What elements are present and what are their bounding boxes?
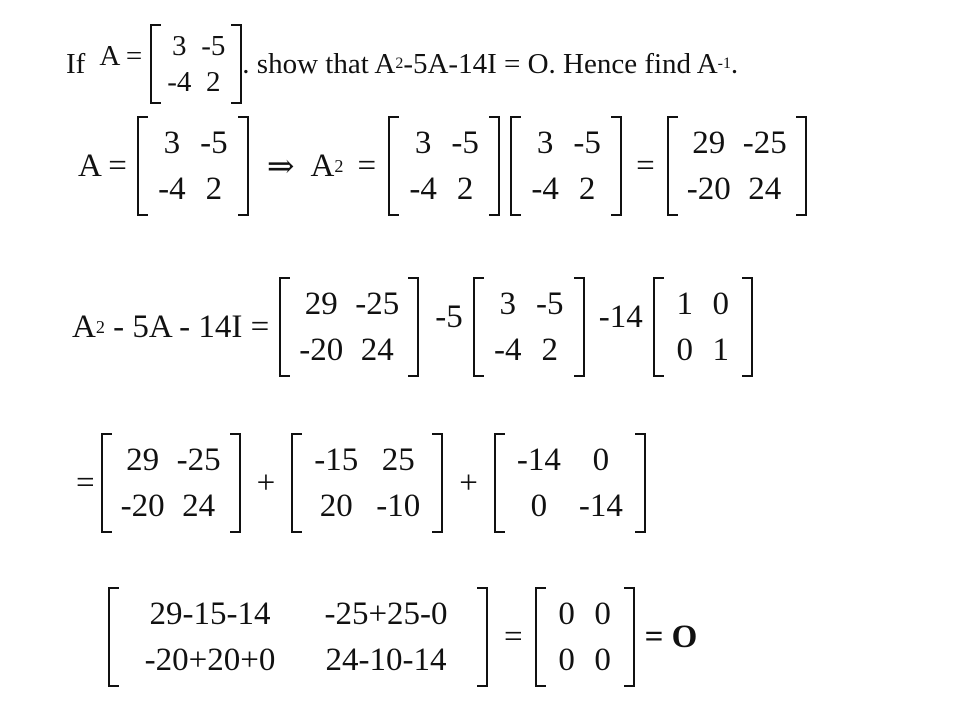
matrix-cell: -5: [200, 125, 228, 161]
step1-a-eq: A =: [78, 147, 127, 184]
matrix-cell: 3: [172, 30, 187, 62]
matrix-cell: -20: [299, 332, 344, 368]
matrix-cell: 3: [536, 125, 554, 161]
matrix-cell: 0: [676, 332, 694, 368]
matrix-left-bracket: [101, 433, 112, 533]
step4-eq-o: = O: [644, 618, 698, 655]
matrix-cell: -20: [686, 171, 731, 207]
matrix-cell: 24-10-14: [325, 642, 447, 678]
question-show-text: . show that A: [242, 47, 396, 80]
matrix-cell: -25: [176, 442, 221, 478]
matrix-cell: 29: [692, 125, 726, 161]
step2-coef-minus5: -5: [435, 298, 463, 335]
matrix-cell: 29: [304, 286, 338, 322]
matrix-cell: -5: [536, 286, 564, 322]
step2-lhs-a: A: [72, 308, 96, 345]
question-matrix-a: [150, 24, 242, 104]
matrix-cell: 2: [205, 171, 223, 207]
matrix-left-bracket: [667, 116, 678, 216]
matrix-right-bracket: [477, 587, 488, 687]
matrix-left-bracket: [150, 24, 161, 104]
matrix-cell: 2: [541, 332, 559, 368]
matrix-cell: -4: [409, 171, 437, 207]
step2-matrix-a: [473, 277, 585, 377]
matrix-left-bracket: [108, 587, 119, 687]
matrix-left-bracket: [473, 277, 484, 377]
matrix-cell: -5: [201, 30, 226, 62]
matrix-cell: -14: [578, 488, 623, 524]
matrix-cell: 2: [456, 171, 474, 207]
matrix-cell: 0: [594, 596, 611, 632]
matrix-cell: 3: [499, 286, 517, 322]
implies-symbol: ⇒: [266, 149, 295, 185]
matrix-cell: -4: [531, 171, 559, 207]
step4-line: [108, 582, 697, 692]
matrix-left-bracket: [279, 277, 290, 377]
step1-a2: A: [310, 147, 335, 184]
matrix-cell: 24: [360, 332, 394, 368]
matrix-cell: 3: [163, 125, 181, 161]
matrix-left-bracket: [535, 587, 546, 687]
matrix-cell: 0: [712, 286, 730, 322]
matrix-cell: -25: [355, 286, 400, 322]
matrix-right-bracket: [574, 277, 585, 377]
step1-matrix-a-second: [510, 116, 622, 216]
step4-matrix-zero: [535, 587, 635, 687]
matrix-cell: 2: [578, 171, 596, 207]
step3-eq: =: [76, 464, 95, 501]
matrix-cell: 0: [558, 596, 575, 632]
matrix-right-bracket: [624, 587, 635, 687]
step4-matrix-sum: [108, 587, 488, 687]
matrix-left-bracket: [510, 116, 521, 216]
matrix-cell: -4: [158, 171, 186, 207]
question-end: .: [730, 47, 739, 80]
step3-matrix-minus14i: [494, 433, 646, 533]
step1-matrix-result: [667, 116, 807, 216]
matrix-right-bracket: [230, 433, 241, 533]
matrix-right-bracket: [432, 433, 443, 533]
step1-eq: =: [357, 147, 377, 184]
matrix-cell: -4: [167, 66, 192, 98]
matrix-cell: 3: [414, 125, 432, 161]
matrix-cell: 1: [676, 286, 694, 322]
matrix-cell: -25+25-0: [324, 596, 448, 632]
matrix-cell: -5: [573, 125, 601, 161]
step3-plus-1: +: [256, 464, 276, 501]
step2-line: A 2 - 5A - 14I = 29 -25 -20 24 -5 3 -5 -4 2 -14 1 0 0 1: [72, 272, 753, 382]
matrix-cell: 29: [126, 442, 160, 478]
matrix-cell: -4: [494, 332, 522, 368]
step3-line: [76, 428, 646, 538]
matrix-left-bracket: [494, 433, 505, 533]
question-if: If: [66, 47, 86, 80]
step3-matrix-minus5a: [291, 433, 443, 533]
matrix-cell: 24: [182, 488, 216, 524]
matrix-right-bracket: [408, 277, 419, 377]
matrix-cell: -25: [742, 125, 787, 161]
step1-line: A = 3 -5 -4 2 ⇒ A 2 = 3 -5 -4 2 3 -5 -4 2 = 29 -25 -20 24: [78, 114, 807, 218]
matrix-right-bracket: [742, 277, 753, 377]
matrix-cell: 25: [381, 442, 415, 478]
step1-matrix-a-first: [388, 116, 500, 216]
matrix-cell: 0: [558, 642, 575, 678]
matrix-right-bracket: [635, 433, 646, 533]
matrix-cell: -20: [120, 488, 165, 524]
step1-matrix-a: [137, 116, 249, 216]
question-line: If A = 3 -5 -4 2 . show that A 2 -5A-14I = O. Hence find A -1 .: [66, 24, 738, 104]
matrix-cell: 1: [712, 332, 730, 368]
matrix-cell: -10: [376, 488, 421, 524]
matrix-cell: 0: [530, 488, 548, 524]
matrix-cell: 0: [592, 442, 610, 478]
matrix-left-bracket: [291, 433, 302, 533]
step2-matrix-a2: [279, 277, 419, 377]
matrix-cell: 2: [206, 66, 221, 98]
step2-coef-minus14: -14: [598, 298, 643, 335]
matrix-right-bracket: [238, 116, 249, 216]
matrix-cell: 0: [594, 642, 611, 678]
matrix-cell: -15: [314, 442, 359, 478]
matrix-left-bracket: [653, 277, 664, 377]
matrix-right-bracket: [489, 116, 500, 216]
matrix-right-bracket: [611, 116, 622, 216]
matrix-cell: 24: [748, 171, 782, 207]
matrix-left-bracket: [388, 116, 399, 216]
step3-matrix-a2: [101, 433, 241, 533]
question-a-eq: A =: [99, 39, 143, 72]
question-rest: -5A-14I = O. Hence find A: [403, 47, 718, 80]
step4-eq: =: [504, 618, 523, 655]
matrix-cell: 29-15-14: [149, 596, 271, 632]
matrix-cell: -20+20+0: [144, 642, 276, 678]
matrix-right-bracket: [231, 24, 242, 104]
matrix-cell: -5: [451, 125, 479, 161]
matrix-cell: 20: [319, 488, 353, 524]
matrix-right-bracket: [796, 116, 807, 216]
step1-eq2: =: [636, 147, 655, 184]
step2-lhs-rest: - 5A - 14I =: [104, 308, 270, 345]
matrix-cell: -14: [516, 442, 561, 478]
step3-plus-2: +: [459, 464, 478, 501]
matrix-left-bracket: [137, 116, 148, 216]
step2-matrix-identity: [653, 277, 753, 377]
